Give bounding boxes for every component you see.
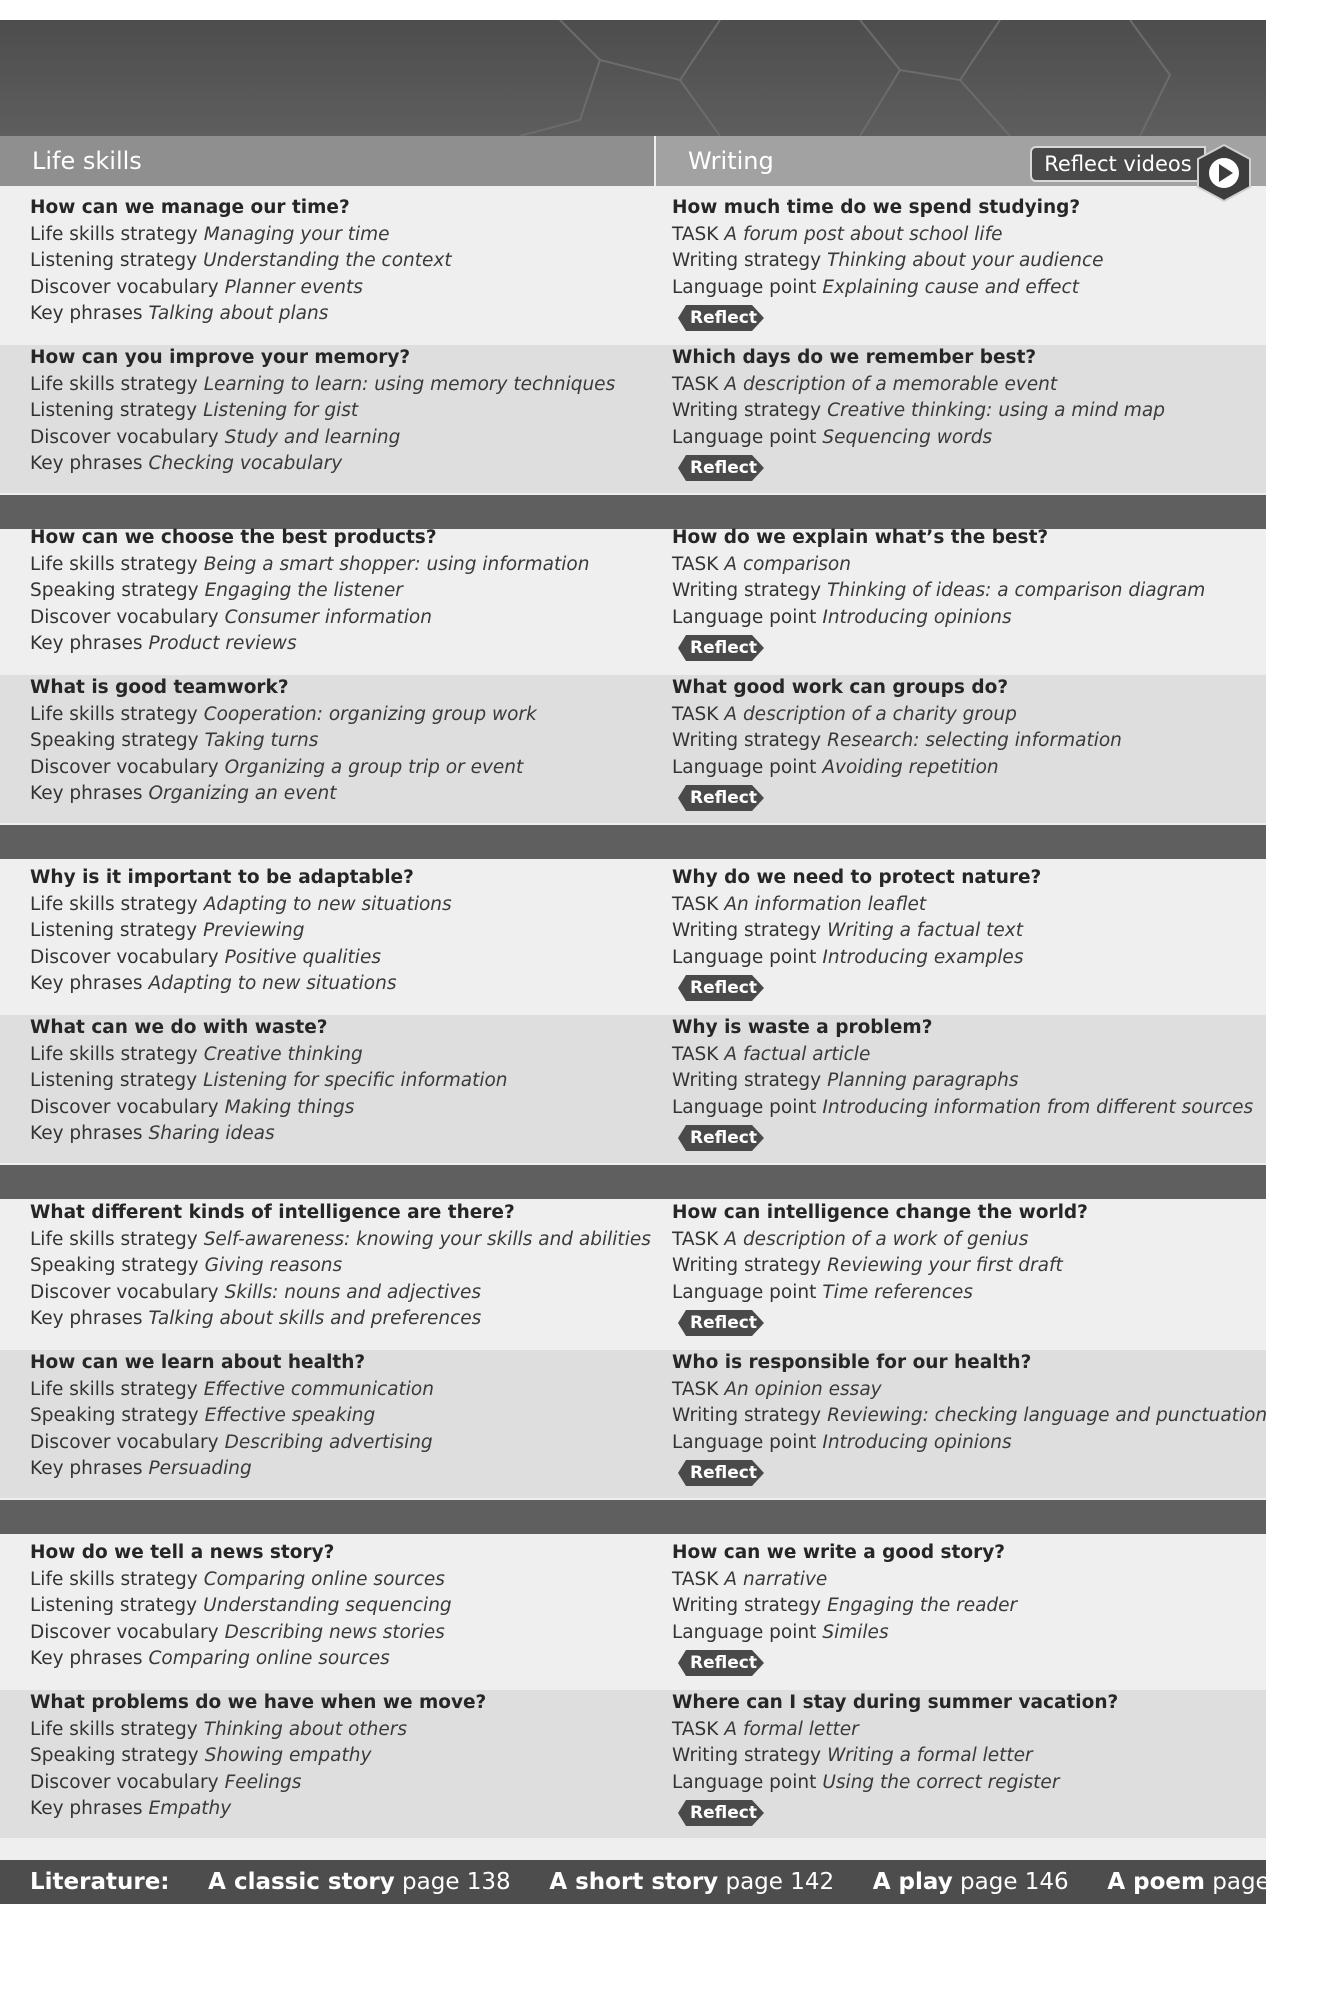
line-value: Showing empathy (204, 1745, 372, 1766)
line-label: Discover vocabulary (30, 606, 219, 628)
unit-question: What can we do with waste? (30, 1017, 328, 1038)
line-value: Introducing information from different sources (822, 1096, 1254, 1118)
line-value: Creative thinking (203, 1043, 363, 1065)
line-value: Positive qualities (224, 946, 381, 968)
line-value: Comparing online sources (148, 1648, 390, 1669)
unit-question: What different kinds of intelligence are there? (30, 1202, 515, 1223)
line-label: Key phrases (30, 453, 143, 474)
line-value: Describing news stories (224, 1621, 445, 1643)
line-value: Sharing ideas (148, 1123, 275, 1144)
footer-item-title: A short story (549, 1869, 719, 1895)
line-label: TASK (672, 1228, 719, 1250)
line-label: Writing strategy (672, 920, 822, 941)
line-value: Adapting to new situations (203, 893, 452, 915)
unit-line (672, 918, 1041, 945)
line-value: Organizing a group trip or event (224, 756, 524, 778)
reflect-button[interactable] (678, 1460, 766, 1486)
unit-line (30, 248, 452, 275)
unit-line (30, 398, 615, 425)
life-skills-unit (30, 1015, 508, 1148)
unit-line (672, 702, 1122, 729)
line-value: Cooperation: organizing group work (203, 703, 537, 725)
unit-line (30, 1377, 434, 1404)
unit-line (30, 1593, 452, 1620)
reflect-button[interactable] (678, 1310, 766, 1336)
reflect-label: Reflect (690, 1463, 757, 1483)
line-label: TASK (672, 1718, 719, 1740)
unit-question: How do we tell a news story? (30, 1542, 335, 1563)
line-label: TASK (672, 703, 719, 725)
line-value: Talking about plans (148, 303, 329, 324)
unit-line (30, 275, 452, 302)
unit-line (30, 781, 537, 808)
writing-unit (672, 345, 1165, 490)
unit-line (30, 1306, 651, 1333)
unit-line (30, 702, 537, 729)
unit-question: Why is waste a problem? (672, 1017, 933, 1038)
line-label: Key phrases (30, 1123, 143, 1144)
unit-line (672, 1403, 1267, 1430)
line-value: Empathy (148, 1798, 232, 1819)
reflect-button[interactable] (678, 455, 766, 481)
line-value: A factual article (724, 1043, 871, 1065)
reflect-label: Reflect (690, 1128, 757, 1148)
unit-line (30, 971, 452, 998)
unit-line (672, 1095, 1253, 1122)
unit-question: How can you improve your memory? (30, 347, 411, 368)
line-value: Planning paragraphs (827, 1070, 1019, 1091)
unit-line (672, 728, 1122, 755)
line-label: Key phrases (30, 633, 143, 654)
unit-line (30, 631, 589, 658)
unit-line (30, 892, 452, 919)
unit-line (672, 578, 1205, 605)
line-value: A description of a charity group (724, 703, 1017, 725)
unit-line (30, 1403, 434, 1430)
line-value: Product reviews (148, 633, 297, 654)
line-value: Sequencing words (822, 426, 993, 448)
line-value: Listening for gist (203, 400, 359, 421)
life-skills-unit (30, 195, 452, 328)
line-label: Key phrases (30, 1648, 143, 1669)
unit-line (672, 1430, 1267, 1457)
unit-question: How can intelligence change the world? (672, 1202, 1088, 1223)
unit-line (30, 945, 452, 972)
reflect-label: Reflect (690, 1803, 757, 1823)
line-value: Adapting to new situations (148, 973, 397, 994)
footer-label: Literature: (30, 1869, 170, 1895)
line-value: Avoiding repetition (822, 756, 999, 778)
contents-page (0, 20, 1321, 1900)
line-label: Life skills strategy (30, 1718, 198, 1740)
unit-question: How much time do we spend studying? (672, 197, 1081, 218)
line-label: Listening strategy (30, 920, 198, 941)
line-label: Listening strategy (30, 250, 198, 271)
line-label: Speaking strategy (30, 1745, 199, 1766)
line-label: Key phrases (30, 973, 143, 994)
unit-line (672, 1743, 1118, 1770)
unit-line (30, 1121, 508, 1148)
unit-line (672, 1227, 1088, 1254)
unit-question: Where can I stay during summer vacation? (672, 1692, 1119, 1713)
reflect-button[interactable] (678, 305, 766, 331)
writing-unit (672, 195, 1104, 340)
line-value: A forum post about school life (724, 223, 1003, 245)
line-value: Comparing online sources (203, 1568, 445, 1590)
unit-line (30, 222, 452, 249)
reflect-label: Reflect (690, 638, 757, 658)
footer-item-page: page 142 (725, 1869, 835, 1895)
writing-unit (672, 525, 1205, 670)
line-value: Understanding the context (203, 250, 452, 271)
line-label: Language point (672, 426, 817, 448)
line-label: Life skills strategy (30, 1378, 198, 1400)
line-value: Consumer information (224, 606, 432, 628)
unit-line (672, 222, 1104, 249)
line-value: An information leaflet (724, 893, 927, 915)
unit-line (672, 1280, 1088, 1307)
life-skills-unit (30, 865, 452, 998)
line-value: Similes (822, 1621, 889, 1643)
line-label: Discover vocabulary (30, 1621, 219, 1643)
writing-unit (672, 675, 1122, 820)
line-value: Engaging the reader (827, 1595, 1018, 1616)
reflect-videos-button[interactable]: Reflect videos (1030, 146, 1206, 182)
footer-item-title: A classic story (208, 1869, 395, 1895)
unit-line (672, 1253, 1088, 1280)
reflect-label: Reflect (690, 458, 757, 478)
unit-question: Which days do we remember best? (672, 347, 1037, 368)
top-banner (0, 20, 1266, 136)
line-label: Language point (672, 1281, 817, 1303)
line-value: Introducing opinions (822, 1431, 1012, 1453)
line-value: Thinking of ideas: a comparison diagram (827, 580, 1206, 601)
life-skills-unit (30, 345, 615, 478)
line-value: A comparison (724, 553, 851, 575)
unit-line (672, 945, 1041, 972)
unit-question: Who is responsible for our health? (672, 1352, 1032, 1373)
reflect-label: Reflect (690, 1653, 757, 1673)
line-label: Key phrases (30, 1798, 143, 1819)
unit-line (672, 892, 1041, 919)
unit-line (30, 728, 537, 755)
line-value: Introducing opinions (822, 606, 1012, 628)
line-label: Life skills strategy (30, 1043, 198, 1065)
unit-line (30, 1280, 651, 1307)
line-label: Listening strategy (30, 400, 198, 421)
reflect-button[interactable] (678, 1800, 766, 1826)
unit-line (672, 275, 1104, 302)
line-label: Writing strategy (672, 1255, 822, 1276)
reflect-button[interactable] (678, 635, 766, 661)
line-label: Listening strategy (30, 1595, 198, 1616)
life-skills-header: Life skills (0, 136, 654, 186)
line-value: Listening for specific information (203, 1070, 508, 1091)
writing-unit (672, 1200, 1088, 1345)
unit-line (30, 1743, 486, 1770)
line-value: Persuading (148, 1458, 252, 1479)
line-label: Language point (672, 1771, 817, 1793)
line-label: Language point (672, 946, 817, 968)
line-label: TASK (672, 1378, 719, 1400)
unit-line (672, 372, 1165, 399)
line-label: TASK (672, 893, 719, 915)
line-value: Being a smart shopper: using information (203, 553, 590, 575)
line-label: Life skills strategy (30, 893, 198, 915)
writing-unit (672, 1350, 1267, 1495)
line-label: Discover vocabulary (30, 276, 219, 298)
life-skills-unit (30, 1350, 434, 1483)
unit-line (672, 398, 1165, 425)
unit-line (30, 1430, 434, 1457)
line-label: Discover vocabulary (30, 756, 219, 778)
unit-line (30, 425, 615, 452)
life-skills-unit (30, 1540, 452, 1673)
footer-item-title: A poem (1107, 1869, 1205, 1895)
reflect-button[interactable] (678, 1125, 766, 1151)
line-label: Language point (672, 756, 817, 778)
section-divider (0, 1500, 1266, 1534)
life-skills-unit (30, 1690, 486, 1823)
line-value: Using the correct register (822, 1771, 1060, 1793)
unit-line (30, 1770, 486, 1797)
unit-question: How can we choose the best products? (30, 527, 437, 548)
unit-line (672, 1770, 1118, 1797)
line-label: TASK (672, 1568, 719, 1590)
writing-header: Writing (656, 136, 1266, 186)
line-label: Key phrases (30, 1458, 143, 1479)
line-value: Reviewing your first draft (827, 1255, 1063, 1276)
reflect-label: Reflect (690, 978, 757, 998)
unit-line (672, 1377, 1267, 1404)
line-value: Effective communication (203, 1378, 434, 1400)
footer-item-page: page 138 (402, 1869, 511, 1895)
unit-question: How can we manage our time? (30, 197, 350, 218)
line-label: Discover vocabulary (30, 1431, 219, 1453)
line-value: Managing your time (203, 223, 390, 245)
unit-line (30, 918, 452, 945)
footer-item-title: A play (872, 1869, 953, 1895)
unit-line (30, 552, 589, 579)
footer-item-page: page 146 (960, 1869, 1069, 1895)
reflect-label: Reflect (690, 1313, 757, 1333)
unit-line (672, 1068, 1253, 1095)
line-label: Discover vocabulary (30, 1281, 219, 1303)
line-value: A narrative (724, 1568, 828, 1590)
life-skills-unit (30, 1200, 651, 1333)
writing-unit (672, 1540, 1017, 1685)
line-label: Life skills strategy (30, 553, 198, 575)
reflect-button[interactable] (678, 1650, 766, 1676)
line-value: Skills: nouns and adjectives (224, 1281, 482, 1303)
line-label: Discover vocabulary (30, 1771, 219, 1793)
line-value: A formal letter (724, 1718, 859, 1740)
line-value: Understanding sequencing (203, 1595, 452, 1616)
line-value: Self-awareness: knowing your skills and abilities (203, 1228, 651, 1250)
line-value: Study and learning (224, 426, 401, 448)
line-label: Writing strategy (672, 250, 822, 271)
play-icon[interactable] (1196, 143, 1252, 203)
unit-line (30, 1042, 508, 1069)
unit-question: What is good teamwork? (30, 677, 289, 698)
line-value: Planner events (224, 276, 363, 298)
line-label: TASK (672, 553, 719, 575)
unit-question: Why do we need to protect nature? (672, 867, 1042, 888)
line-label: Discover vocabulary (30, 946, 219, 968)
line-value: Previewing (203, 920, 305, 941)
unit-question: How can we learn about health? (30, 1352, 366, 1373)
line-value: Learning to learn: using memory techniques (203, 373, 616, 395)
unit-line (30, 451, 615, 478)
reflect-button[interactable] (678, 785, 766, 811)
hexagon-pattern (0, 20, 1266, 136)
line-label: Speaking strategy (30, 730, 199, 751)
line-label: TASK (672, 223, 719, 245)
line-label: Discover vocabulary (30, 1096, 219, 1118)
writing-unit (672, 1690, 1118, 1835)
line-label: TASK (672, 1043, 719, 1065)
unit-line (672, 1717, 1118, 1744)
unit-line (30, 1253, 651, 1280)
unit-line (30, 1068, 508, 1095)
unit-line (672, 425, 1165, 452)
unit-line (672, 1567, 1017, 1594)
line-value: Writing a formal letter (827, 1745, 1033, 1766)
line-value: Explaining cause and effect (822, 276, 1079, 298)
unit-line (30, 1227, 651, 1254)
unit-line (672, 1620, 1017, 1647)
line-value: Thinking about others (203, 1718, 407, 1740)
unit-line (30, 1456, 434, 1483)
line-label: Key phrases (30, 783, 143, 804)
line-label: Language point (672, 276, 817, 298)
writing-unit (672, 865, 1041, 1010)
line-label: Language point (672, 1096, 817, 1118)
writing-unit (672, 1015, 1253, 1160)
literature-footer (0, 1860, 1321, 1904)
unit-question: Why is it important to be adaptable? (30, 867, 414, 888)
line-label: Discover vocabulary (30, 426, 219, 448)
unit-line (30, 301, 452, 328)
unit-line (672, 1042, 1253, 1069)
line-value: Introducing examples (822, 946, 1024, 968)
line-value: Making things (224, 1096, 355, 1118)
life-skills-unit (30, 525, 589, 658)
line-value: Describing advertising (224, 1431, 433, 1453)
unit-question: How do we explain what’s the best? (672, 527, 1049, 548)
unit-line (30, 755, 537, 782)
line-label: Life skills strategy (30, 373, 198, 395)
line-value: Taking turns (204, 730, 319, 751)
section-divider (0, 495, 1266, 529)
unit-line (30, 1620, 452, 1647)
unit-line (30, 1796, 486, 1823)
unit-line (30, 578, 589, 605)
unit-line (672, 248, 1104, 275)
line-value: Effective speaking (204, 1405, 376, 1426)
line-value: Thinking about your audience (827, 250, 1104, 271)
unit-line (30, 1646, 452, 1673)
unit-question: What problems do we have when we move? (30, 1692, 487, 1713)
line-label: TASK (672, 373, 719, 395)
line-label: Writing strategy (672, 1745, 822, 1766)
line-value: Organizing an event (148, 783, 337, 804)
unit-line (30, 372, 615, 399)
section-divider (0, 825, 1266, 859)
line-value: A description of a memorable event (724, 373, 1058, 395)
unit-question: What good work can groups do? (672, 677, 1009, 698)
line-value: Checking vocabulary (148, 453, 343, 474)
line-label: Language point (672, 1621, 817, 1643)
line-label: Key phrases (30, 1308, 143, 1329)
line-value: Creative thinking: using a mind map (827, 400, 1165, 421)
line-value: A description of a work of genius (724, 1228, 1029, 1250)
line-label: Language point (672, 606, 817, 628)
reflect-label: Reflect (690, 788, 757, 808)
line-label: Life skills strategy (30, 223, 198, 245)
unit-line (30, 605, 589, 632)
line-label: Listening strategy (30, 1070, 198, 1091)
unit-line (30, 1567, 452, 1594)
footer-item-page: page 150 (1212, 1869, 1321, 1895)
line-label: Speaking strategy (30, 1255, 199, 1276)
line-label: Life skills strategy (30, 1228, 198, 1250)
unit-line (672, 552, 1205, 579)
line-label: Key phrases (30, 303, 143, 324)
line-value: Engaging the listener (204, 580, 403, 601)
reflect-label: Reflect (690, 308, 757, 328)
line-value: Giving reasons (204, 1255, 343, 1276)
line-label: Speaking strategy (30, 1405, 199, 1426)
section-divider (0, 1165, 1266, 1199)
line-label: Writing strategy (672, 1070, 822, 1091)
unit-question: How can we write a good story? (672, 1542, 1005, 1563)
line-label: Writing strategy (672, 580, 822, 601)
line-label: Writing strategy (672, 730, 822, 751)
line-label: Writing strategy (672, 1405, 822, 1426)
line-value: Writing a factual text (827, 920, 1023, 941)
line-value: Research: selecting information (827, 730, 1122, 751)
line-value: Feelings (224, 1771, 302, 1793)
unit-line (672, 755, 1122, 782)
unit-line (30, 1717, 486, 1744)
line-label: Writing strategy (672, 1595, 822, 1616)
line-label: Speaking strategy (30, 580, 199, 601)
line-value: An opinion essay (724, 1378, 882, 1400)
reflect-button[interactable] (678, 975, 766, 1001)
line-value: Talking about skills and preferences (148, 1308, 482, 1329)
unit-line (672, 1593, 1017, 1620)
life-skills-unit (30, 675, 537, 808)
line-value: Time references (822, 1281, 973, 1303)
unit-line (672, 605, 1205, 632)
line-label: Life skills strategy (30, 1568, 198, 1590)
line-value: Reviewing: checking language and punctuation (827, 1405, 1268, 1426)
unit-line (30, 1095, 508, 1122)
line-label: Writing strategy (672, 400, 822, 421)
line-label: Life skills strategy (30, 703, 198, 725)
line-label: Language point (672, 1431, 817, 1453)
